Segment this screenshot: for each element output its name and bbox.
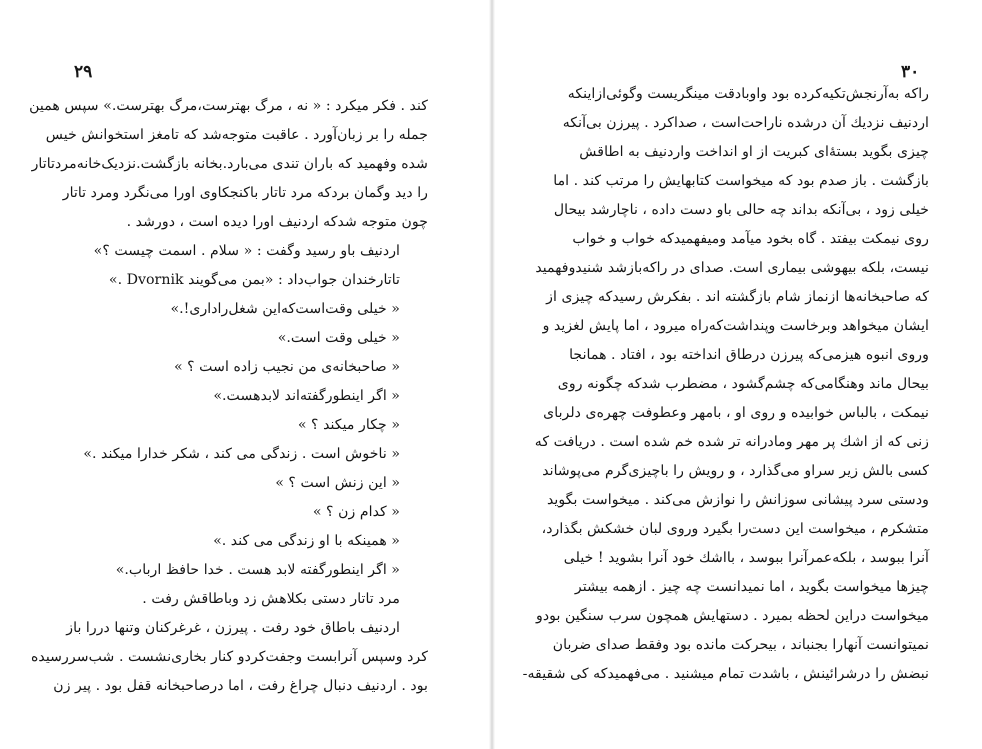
text-line: « کدام زن ؟ »: [312, 504, 400, 520]
text-line: آنرا ببوسد ، بلکه‌عمر‌آنرا ببوسد ، بااشك خود آنرا بشوید ! خیلی: [563, 550, 929, 566]
text-line: اردنیف باطاق خود رفت . پیرزن ، غرغرکنان وتنها دررا باز: [66, 620, 400, 636]
text-line: تاتارخندان جواب‌داد : «بمن می‌گویند Dvornik .»: [108, 272, 400, 288]
text-line: بیحال ماند وهنگامی‌که چشم‌گشود ، مضطرب شدکه چگونه روی: [557, 376, 929, 392]
text-line: میخواست دراین لحظه بمیرد . دستهایش همچون سرب سنگین بودو: [536, 608, 929, 624]
text-line: چیزی بگوید بستهٔ‌ای کبریت از او انداخت واردنیف به اطاقش: [579, 144, 929, 160]
right-page: [495, 0, 982, 749]
text-line: راکه به‌آرنجش‌تکیه‌کرده بود واوبادقت مینگریست وگوئی‌ازاینکه: [567, 86, 929, 102]
text-line: که صاحبخانه‌ها ازنماز شام بازگشته اند . بفکرش رسیدکه چیزی از: [546, 289, 929, 305]
text-line: « همینکه با او زندگی می کند .»: [213, 533, 400, 549]
text-line: بود . اردنیف دنبال چراغ رفت ، اما درصاحبخانه قفل بود . پیر زن: [53, 678, 428, 694]
text-line: بازگشت . باز صدم بود که میخواست کتابهایش را مرتب کند . اما: [553, 173, 929, 189]
text-line: کسی بالش زیر سراو می‌گذارد ، و رویش را باچیزی‌گرم می‌پوشاند: [542, 463, 929, 479]
text-line: را دید وگمان بردکه مرد تاتار باکنجکاوی اورا می‌نگرد ومرد تاتار: [62, 185, 428, 201]
left-page-text: [29, 92, 428, 701]
text-line: کند . فکر میکرد : « نه ، مرگ بهترست،مرگ بهترست.» سپس همین: [29, 98, 428, 114]
text-line: وروی انبوه هیزمی‌که پیرزن درطاق انداخته بود ، افتاد . همانجا: [569, 347, 929, 363]
text-line: « ناخوش است . زندگی می کند ، شکر خدارا میکند .»: [83, 446, 400, 462]
text-line: شده وفهمید که باران تندی می‌بارد.بخانه بازگشت.نزدیک‌خانه‌مردتاتار: [31, 156, 428, 172]
right-page-text: [522, 80, 929, 689]
text-line: نبضش را درشرائینش ، باشدت تمام میشنید . می‌فهمیدکه کی شقیقه-: [522, 666, 929, 682]
text-line: کرد وسپس آنرابست وجفت‌کردو کنار بخاری‌نشست . شب‌سررسیده: [31, 649, 428, 665]
text-line: متشکرم ، میخواست این دست‌را بگیرد وروی لبان خشکش بگذارد،: [541, 521, 929, 537]
text-line: ایشان میخواهد وبرخاست وپنداشت‌که‌راه میرود ، اما پایش لغزید و: [542, 318, 929, 334]
text-line: « این زنش است ؟ »: [275, 475, 400, 491]
text-line: زنی که از اشك پر مهر ومادرانه تر شده خم شده است . دریافت که: [534, 434, 929, 450]
text-line: نمیتوانست آنهارا بجنباند ، بیحرکت مانده بود وفقط صدای ضربان: [552, 637, 929, 653]
text-line: نیمکت ، بالباس خوابیده و روی او ، بامهر وعطوفت چهره‌ی دلربای: [543, 405, 929, 421]
text-line: چون متوجه شدکه اردنیف اورا دیده است ، دورشد .: [126, 214, 428, 230]
text-line: جمله را بر زبان‌آورد . عاقبت متوجه‌شد که تامغز استخوانش خیس: [45, 127, 428, 143]
text-line: « صاحبخانه‌ی من نجیب زاده است ؟ »: [173, 359, 400, 375]
text-line: اردنیف باو رسید وگفت : « سلام . اسمت چیست ؟»: [93, 243, 400, 259]
text-line: روی نیمکت بیفتد . گاه بخود میآمد ومیفهمیدکه خواب و خواب: [572, 231, 929, 247]
page-number-right: ۳۰: [901, 62, 920, 82]
text-line: مرد تاتار دستی بکلاهش زد وباطاقش رفت .: [142, 591, 400, 607]
page-number-left: ۲۹: [74, 62, 93, 82]
text-line: ودستی سرد پیشانی سوزانش را نوازش می‌کند . میخواست بگوید: [546, 492, 929, 508]
text-line: « خیلی وقت است.»: [277, 330, 400, 346]
text-line: « اگر اینطورگفته لابد هست . خدا حافظ ارباب.»: [115, 562, 400, 578]
text-line: « چکار میکند ؟ »: [297, 417, 400, 433]
text-line: « اگر اینطورگفته‌اند لابدهست.»: [213, 388, 400, 404]
text-line: نیست، بلکه بیهوشی بیماری است. صدای در راکه‌بازشد شنیدوفهمید: [535, 260, 929, 276]
text-line: اردنیف نزدیك آن درشده ناراحت‌است ، صداکرد . پیرزن بی‌آنکه: [562, 115, 929, 131]
text-line: چیزها میخواست بگوید ، اما نمیدانست چه چیز . ازهمه بیشتر: [574, 579, 929, 595]
left-page: [0, 0, 489, 749]
text-line: خیلی زود ، بی‌آنکه بداند چه حالی باو دست داده ، ناچارشد بیحال: [553, 202, 929, 218]
text-line: « خیلی وقت‌است‌که‌این شغل‌راداری!.»: [170, 301, 400, 317]
